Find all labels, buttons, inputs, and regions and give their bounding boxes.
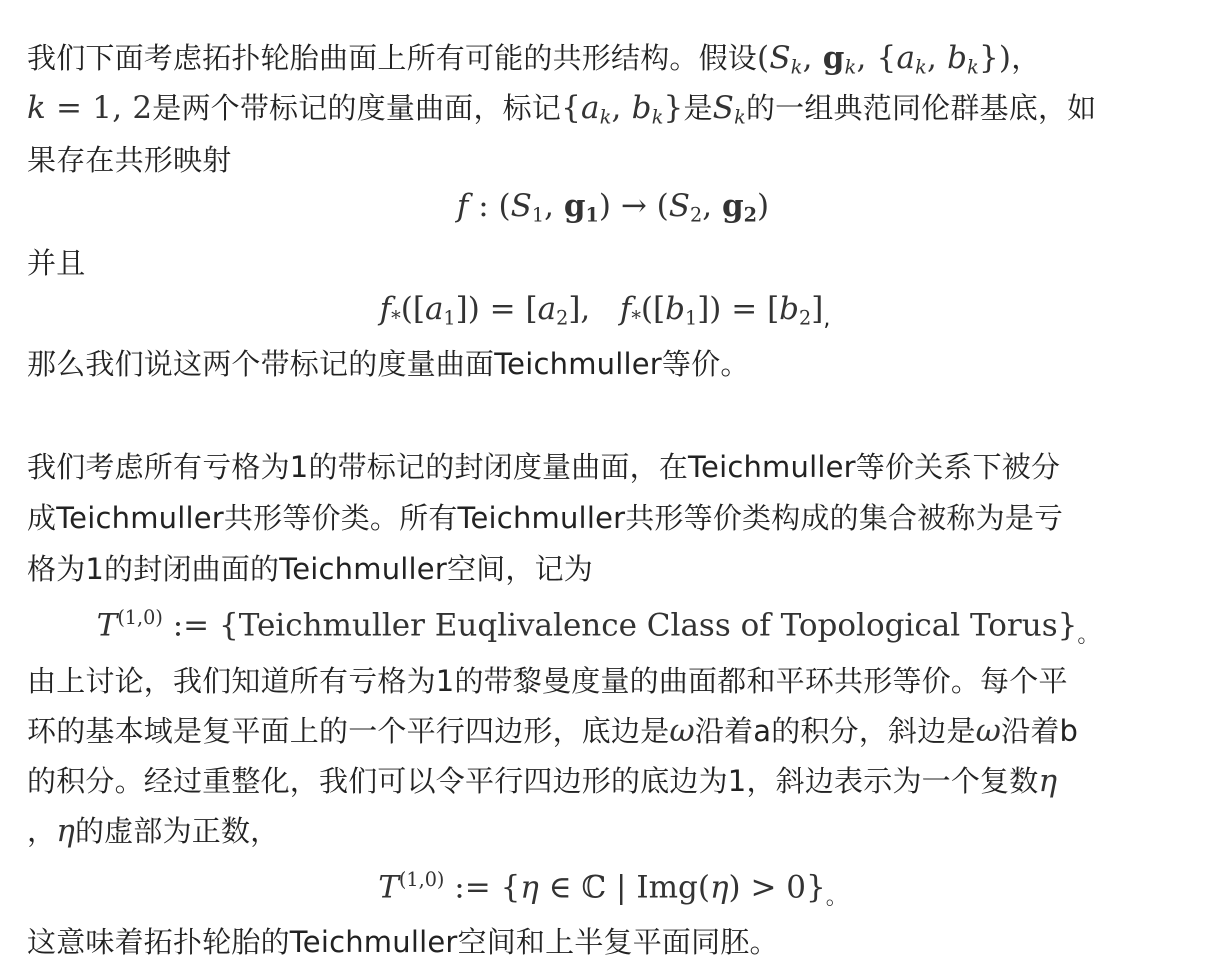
display-pushforward-tail: , xyxy=(823,306,831,332)
para1-line2-text1: 是两个带标记的度量曲面，标记 xyxy=(152,91,562,125)
para3-line3 xyxy=(27,759,1057,803)
para3-line2-text-a: 环的基本域是复平面上的一个平行四边形，底边是 xyxy=(27,714,670,748)
display-pushforward: $f_*([a_1]) = [a_2]$, $f_*([b_1]) = [b_2]_,$ xyxy=(379,291,831,332)
math-omega: ω xyxy=(975,713,1002,749)
para3-line1 xyxy=(27,659,1068,703)
para1-line1-text: 我们下面考虑拓扑轮胎曲面上所有可能的共形结构。假设 xyxy=(27,41,758,75)
para1-line4-text: 并且 xyxy=(27,246,86,280)
math-marked-surface: ($S_k$, $g_k$, {$a_k$, $b_k$}) xyxy=(757,40,1012,79)
para1-line3 xyxy=(27,138,231,182)
para3-line2-text-c: 沿着b xyxy=(1001,714,1079,748)
para2-line2-text: 成Teichmuller共形等价类。所有Teichmuller共形等价类构成的集合被称为是亏 xyxy=(27,501,1064,535)
display-def-tail: 。 xyxy=(1077,623,1100,649)
para2-line2 xyxy=(27,496,1063,540)
para1-line5 xyxy=(27,342,750,386)
para1-line5-text: 那么我们说这两个带标记的度量曲面Teichmuller等价。 xyxy=(27,347,750,381)
para1-line1-tail: ， xyxy=(1011,41,1041,75)
para1-line2-text2: 是 xyxy=(683,91,713,125)
para3-line3-text: 的积分。经过重整化，我们可以令平行四边形的底边为1，斜边表示为一个复数 xyxy=(27,764,1039,798)
display-half-tail: 。 xyxy=(825,885,848,911)
para3-line4 xyxy=(27,809,279,853)
para1-line1 xyxy=(27,36,1040,80)
para3-line2-text-b: 沿着a的积分，斜边是 xyxy=(694,714,976,748)
para1-line3-text: 果存在共形映射 xyxy=(27,143,232,177)
para1-line2 xyxy=(27,86,1096,130)
para3-line1-text: 由上讨论，我们知道所有亏格为1的带黎曼度量的曲面都和平环共形等价。每个平 xyxy=(27,664,1068,698)
display-teichmuller-definition: T$^{(1,0)}$ := {Teichmuller Euqlivalence Class of Topological $Torus\}_。$ xyxy=(96,606,1100,649)
math-eta: η xyxy=(1038,763,1058,799)
para2-line3-text: 格为1的封闭曲面的Teichmuller空间，记为 xyxy=(27,552,593,586)
para1-line4 xyxy=(27,241,85,285)
para3-line4-text: 的虚部为正数， xyxy=(74,814,280,848)
math-S-k: $S_k$ xyxy=(712,90,746,129)
math-marking: {$a_k$, $b_k$} xyxy=(561,90,684,129)
display-conformal-map: f : ($S_1$, $g_1) \to (S_2$, $g_2$) xyxy=(456,188,770,227)
math-k-range: k = 1, 2 xyxy=(27,90,153,126)
math-eta: η xyxy=(56,813,75,849)
para2-line3 xyxy=(27,547,593,591)
display-upper-half-plane: T$^{(1,0)}$ := {η ∈ ℂ | $Img(\eta) > 0\}_。$ xyxy=(378,868,848,911)
para1-line2-text3: 的一组典范同伦群基底，如 xyxy=(745,91,1097,125)
para3-line5-text: 这意味着拓扑轮胎的Teichmuller空间和上半复平面同胚。 xyxy=(27,925,779,959)
para3-line2 xyxy=(27,709,1078,753)
math-omega: ω xyxy=(669,713,695,749)
para2-line1-text: 我们考虑所有亏格为1的带标记的封闭度量曲面，在Teichmuller等价关系下被分 xyxy=(27,450,1061,484)
para3-line4-comma: ， xyxy=(27,814,57,848)
para2-line1 xyxy=(27,445,1060,489)
para3-line5 xyxy=(27,920,779,964)
